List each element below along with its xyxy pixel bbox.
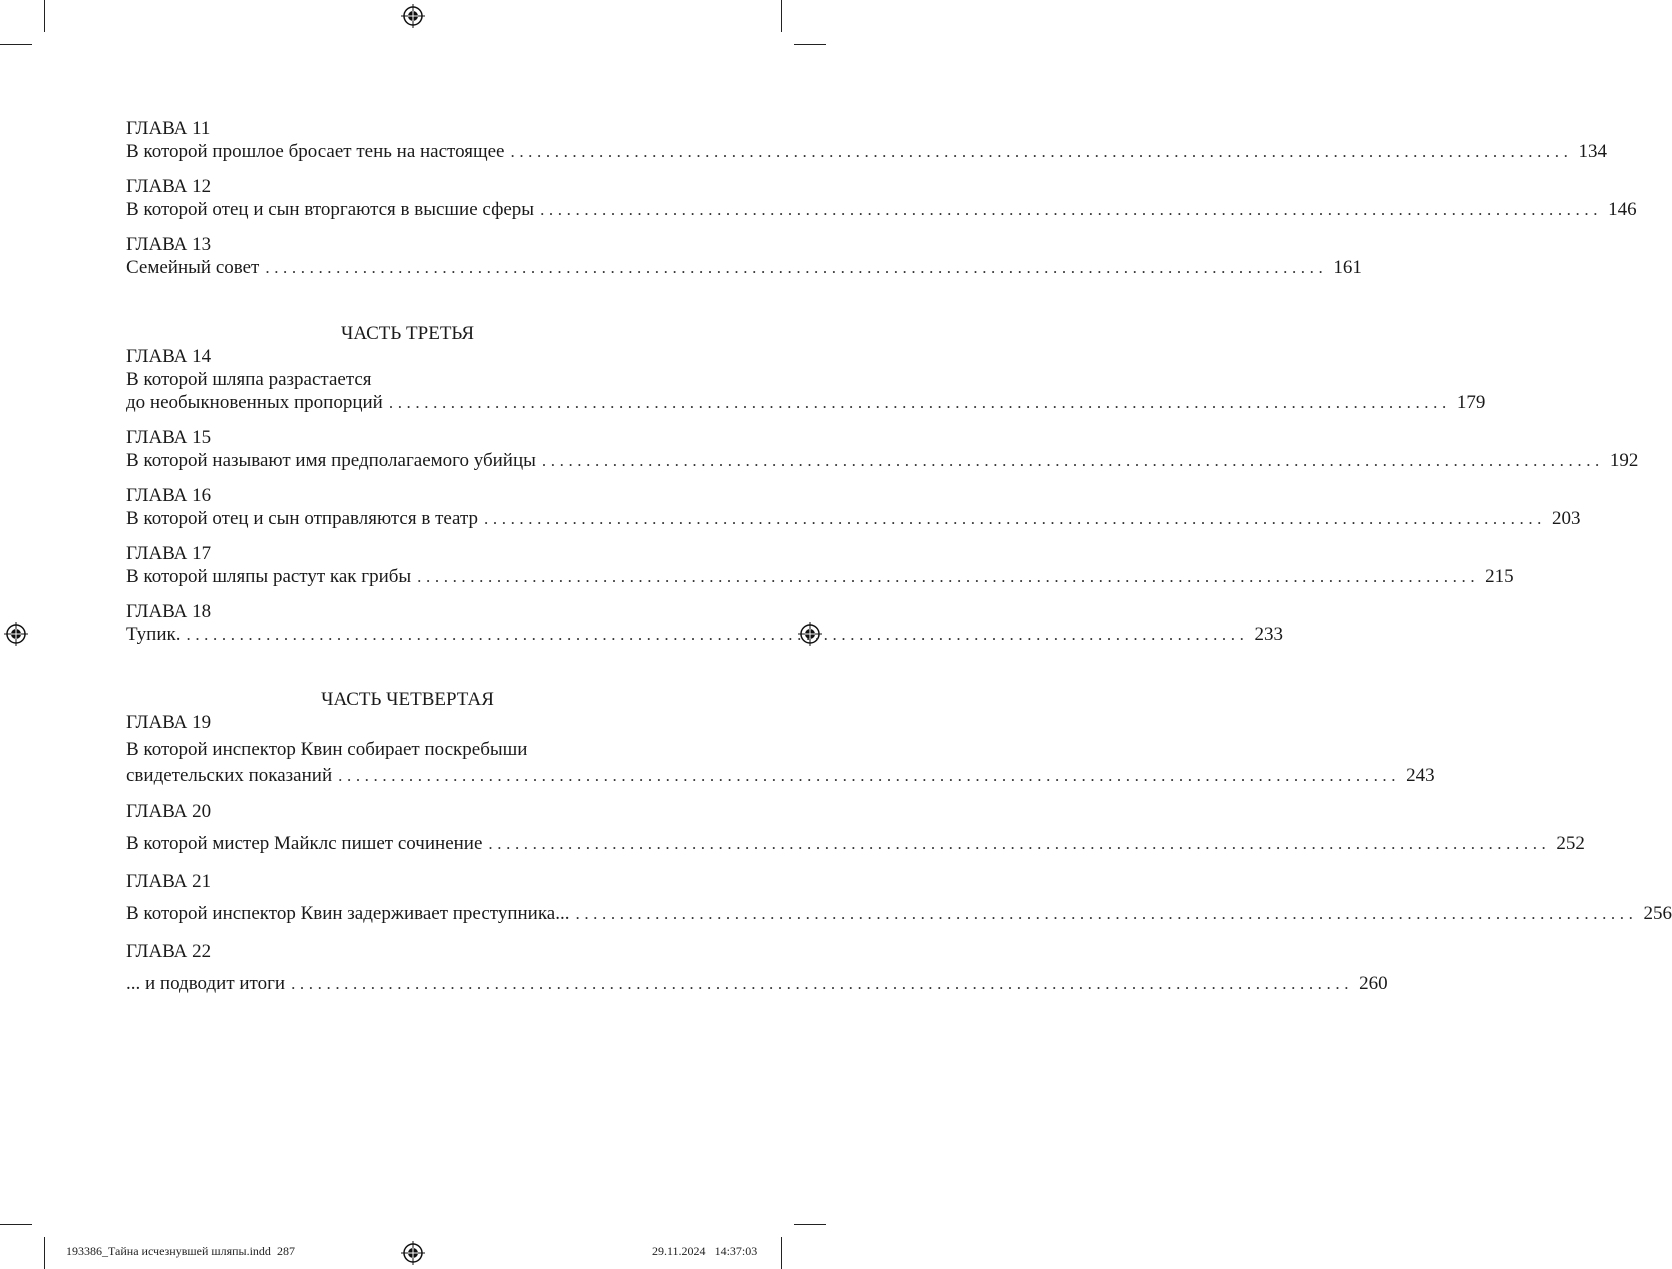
- dot-leader: ........................................................................................................................: [484, 509, 1547, 528]
- chapter-line: [126, 829, 1585, 859]
- chapter-heading: ГЛАВА 21: [126, 871, 212, 892]
- chapter-title: В которой мистер Майклс пишет сочинение: [126, 833, 483, 854]
- chapter-title: В которой шляпы растут как грибы: [126, 566, 412, 587]
- page-number: 146: [1608, 199, 1637, 220]
- page-number: 203: [1552, 508, 1581, 529]
- chapter-heading: ГЛАВА 12: [126, 176, 212, 197]
- chapter-heading: ГЛАВА 11: [126, 118, 211, 139]
- crop-mark: [44, 1237, 45, 1269]
- crop-mark: [0, 44, 32, 45]
- slug-datetime: [652, 1244, 757, 1259]
- chapter-title-line: В которой шляпа разрастается: [126, 369, 372, 390]
- slug-file: 193386_Тайна исчезнувшей шляпы.indd: [66, 1244, 271, 1258]
- dot-leader: ........................................................................................................................: [265, 258, 1328, 277]
- chapter-heading: ГЛАВА 17: [126, 543, 212, 564]
- chapter-heading: ГЛАВА 22: [126, 941, 212, 962]
- dot-leader: ........................................................................................................................: [510, 142, 1573, 161]
- page-number: 243: [1406, 765, 1435, 786]
- page-number: 260: [1359, 973, 1388, 994]
- chapter-heading: ГЛАВА 15: [126, 427, 212, 448]
- toc-entry: [126, 175, 1637, 221]
- dot-leader: ........................................................................................................................: [575, 904, 1638, 923]
- slug-date: 29.11.2024: [652, 1244, 706, 1258]
- crop-mark: [781, 1237, 782, 1269]
- chapter-line: [126, 140, 1607, 163]
- registration-mark-icon: [401, 1241, 425, 1265]
- dot-leader: ........................................................................................................................: [417, 567, 1480, 586]
- page-number: 215: [1485, 566, 1514, 587]
- crop-mark: [44, 0, 45, 32]
- page-number: 134: [1578, 141, 1607, 162]
- registration-mark-icon: [4, 622, 28, 646]
- page-number: 256: [1643, 903, 1672, 924]
- toc-entry: [126, 865, 1672, 929]
- chapter-title: В которой прошлое бросает тень на настоящее: [126, 141, 505, 162]
- dot-leader: ........................................................................................................................: [291, 974, 1354, 993]
- chapter-line: [126, 256, 1362, 279]
- page-number: 233: [1254, 624, 1283, 645]
- toc-entry: [126, 233, 1362, 279]
- registration-mark-icon: [401, 4, 425, 28]
- chapter-line: [126, 899, 1672, 929]
- crop-mark: [781, 0, 782, 32]
- slug-page: 287: [276, 1244, 295, 1258]
- chapter-heading: ГЛАВА 13: [126, 234, 212, 255]
- toc-entry: [126, 117, 1607, 163]
- chapter-line: [126, 198, 1637, 221]
- chapter-line: [126, 623, 1283, 646]
- chapter-line: [126, 391, 1486, 414]
- page-number: 161: [1333, 257, 1362, 278]
- part-heading: ЧАСТЬ ТРЕТЬЯ: [340, 323, 475, 344]
- dot-leader: ........................................................................................................................: [388, 393, 1451, 412]
- dot-leader: ........................................................................................................................: [338, 766, 1401, 785]
- chapter-title: В которой инспектор Квин задерживает преступника...: [126, 903, 570, 924]
- toc-entry: [126, 600, 1283, 646]
- chapter-title: В которой отец и сын отправляются в театр: [126, 508, 479, 529]
- toc-entry: [126, 935, 1388, 999]
- chapter-title: свидетельских показаний: [126, 765, 333, 786]
- chapter-heading: ГЛАВА 18: [126, 601, 212, 622]
- chapter-line: [126, 449, 1639, 472]
- toc-entry: [126, 426, 1639, 472]
- dot-leader: ........................................................................................................................: [540, 200, 1603, 219]
- crop-mark: [794, 44, 826, 45]
- page-number: 192: [1609, 450, 1639, 471]
- chapter-title: В которой отец и сын вторгаются в высшие сферы: [126, 199, 535, 220]
- chapter-title-line: В которой инспектор Квин собирает поскребыши: [126, 739, 528, 760]
- chapter-line: [126, 969, 1388, 999]
- crop-mark: [0, 1224, 32, 1225]
- page-number: 179: [1456, 392, 1486, 413]
- chapter-title: Семейный совет: [126, 257, 260, 278]
- toc-entry: [126, 484, 1581, 530]
- chapter-heading: ГЛАВА 20: [126, 801, 212, 822]
- chapter-heading: ГЛАВА 14: [126, 346, 212, 367]
- part-heading: ЧАСТЬ ЧЕТВЕРТАЯ: [321, 689, 494, 710]
- chapter-line: [126, 507, 1581, 530]
- page-number: 252: [1556, 833, 1585, 854]
- dot-leader: ........................................................................................................................: [541, 451, 1604, 470]
- slug-time: 14:37:03: [714, 1244, 758, 1258]
- toc-entry: [126, 345, 1486, 414]
- slug-filename: [66, 1244, 295, 1259]
- chapter-heading: ГЛАВА 16: [126, 485, 212, 506]
- dot-leader: ........................................................................................................................: [488, 834, 1551, 853]
- table-of-contents: [126, 117, 1672, 1011]
- chapter-title: ... и подводит итоги: [126, 973, 286, 994]
- toc-entry: [126, 542, 1514, 588]
- chapter-line: [126, 765, 1435, 787]
- crop-mark: [794, 1224, 826, 1225]
- toc-entry: [126, 711, 1435, 787]
- toc-entry: [126, 795, 1585, 859]
- chapter-title: Тупик.: [126, 624, 181, 645]
- chapter-line: [126, 565, 1514, 588]
- chapter-title: В которой называют имя предполагаемого убийцы: [126, 450, 536, 471]
- dot-leader: ........................................................................................................................: [186, 625, 1249, 644]
- chapter-heading: ГЛАВА 19: [126, 712, 212, 733]
- chapter-title: до необыкновенных пропорций: [126, 392, 383, 413]
